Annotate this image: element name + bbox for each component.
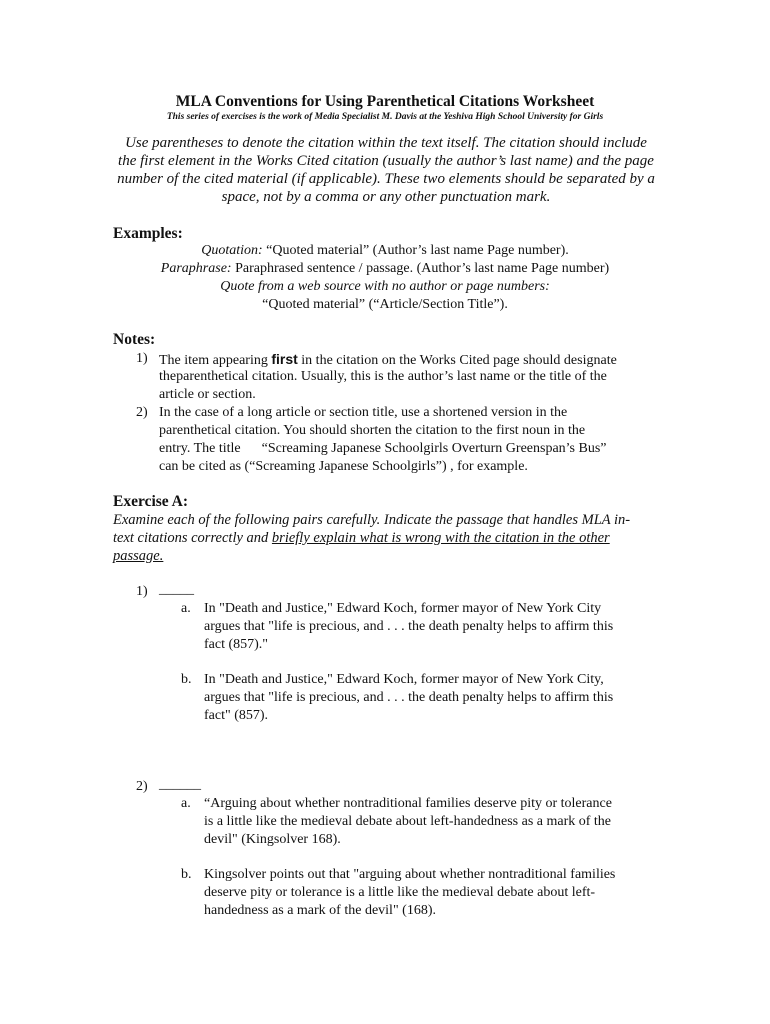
option-line: handedness as a mark of the devil" (168). <box>204 903 436 918</box>
option-letter: b. <box>181 672 192 687</box>
quotation-text: “Quoted material” (Author’s last name Page number). <box>266 243 569 258</box>
page-subtitle: This series of exercises is the work of Media Specialist M. Davis at the Yeshiva High School University for Girls <box>166 112 604 122</box>
option-letter: a. <box>181 796 191 811</box>
answer-blank[interactable]: _____ <box>159 582 194 597</box>
question-number: 2) <box>136 779 148 794</box>
option-line: is a little like the medieval debate about left-handedness as a mark of the <box>204 814 612 829</box>
note-line: can be cited as (“Screaming Japanese Schoolgirls”) , for example. <box>159 459 528 474</box>
instructions-underlined: passage. <box>113 548 164 564</box>
intro-line: number of the cited material (if applicable). These two elements should be separated by a <box>117 171 655 187</box>
example-paraphrase <box>0 260 770 278</box>
option-line: devil" (Kingsolver 168). <box>204 832 341 847</box>
option-line: argues that "life is precious, and . . . the death penalty helps to affirm this <box>204 690 614 705</box>
examples-heading: Examples: <box>113 225 183 242</box>
option-line: deserve pity or tolerance is a little like the medieval debate about left- <box>204 885 596 900</box>
option-line: In "Death and Justice," Edward Koch, former mayor of New York City <box>204 601 602 616</box>
instructions-underlined: briefly explain what is wrong with the citation in the other <box>271 530 610 546</box>
note-number: 1) <box>136 351 148 366</box>
example-quotation <box>0 242 770 260</box>
note-line: article or section. <box>159 387 256 402</box>
note-number: 2) <box>136 405 148 420</box>
intro-line: space, not by a comma or any other punctuation mark. <box>221 189 551 205</box>
option-line: fact (857)." <box>204 637 269 652</box>
paraphrase-text: Paraphrased sentence / passage. (Author’s last name Page number) <box>235 261 610 276</box>
question-number: 1) <box>136 584 148 599</box>
example-web-label <box>0 278 770 296</box>
notes-heading: Notes: <box>113 331 156 348</box>
option-line: In "Death and Justice," Edward Koch, former mayor of New York City, <box>204 672 604 687</box>
exercise-a-instructions <box>113 547 163 565</box>
note-line <box>159 350 617 370</box>
note-text: The item appearing <box>159 353 268 368</box>
note-line: theparenthetical citation. Usually, this is the author’s last name or the title of the <box>159 369 607 384</box>
option-line: argues that "life is precious, and . . . the death penalty helps to affirm this <box>204 619 614 634</box>
paraphrase-label: Paraphrase: <box>160 261 232 276</box>
note-line: entry. The title “Screaming Japanese Schoolgirls Overturn Greenspan’s Bus” <box>159 441 607 456</box>
note-line: parenthetical citation. You should shorten the citation to the first noun in the <box>159 423 586 438</box>
option-letter: a. <box>181 601 191 616</box>
option-line: “Arguing about whether nontraditional families deserve pity or tolerance <box>204 796 612 811</box>
option-line: fact" (857). <box>204 708 269 723</box>
exercise-a-heading: Exercise A: <box>113 493 189 510</box>
intro-line: Use parentheses to denote the citation within the text itself. The citation should include <box>125 135 647 151</box>
intro-line: the first element in the Works Cited citation (usually the author’s last name) and the page <box>118 153 654 169</box>
example-web-text: “Quoted material” (“Article/Section Title”). <box>262 297 508 312</box>
page-title: MLA Conventions for Using Parenthetical Citations Worksheet <box>175 93 595 110</box>
answer-blank[interactable]: ______ <box>159 777 201 792</box>
quotation-label: Quotation: <box>201 243 263 258</box>
intro-paragraph <box>108 134 664 206</box>
option-letter: b. <box>181 867 192 882</box>
note-text: in the citation on the Works Cited page should designate <box>301 353 617 368</box>
note-line: In the case of a long article or section title, use a shortened version in the <box>159 405 568 420</box>
exercise-a-instructions <box>113 529 610 547</box>
option-line: Kingsolver points out that "arguing about whether nontraditional families <box>204 867 616 882</box>
instructions-text: text citations correctly and <box>113 530 272 546</box>
exercise-a-instructions: Examine each of the following pairs carefully. Indicate the passage that handles MLA in- <box>113 512 631 528</box>
web-source-label: Quote from a web source with no author or page numbers: <box>220 279 550 294</box>
note-emphasis-first: first <box>271 351 298 367</box>
